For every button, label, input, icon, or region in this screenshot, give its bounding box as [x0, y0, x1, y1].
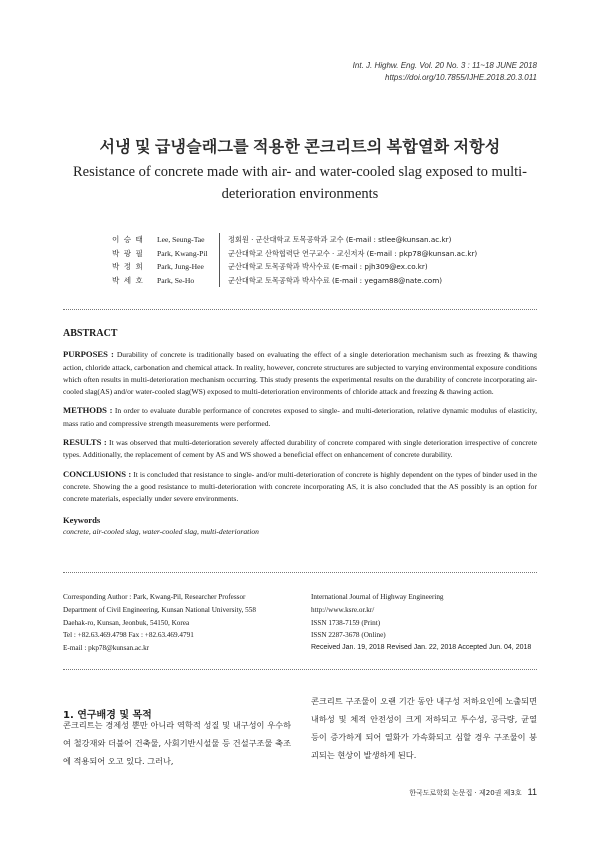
author-name-en: Park, Kwang-Pil [157, 248, 208, 258]
author-affiliation: 군산대학교 토목공학과 박사수료 (E-mail : yegam88@nate.com) [219, 274, 442, 288]
keywords-text: concrete, air-cooled slag, water-cooled slag, multi-deterioration [63, 526, 259, 536]
author-affiliation: 군산대학교 토목공학과 박사수료 (E-mail : pjh309@ex.co.kr) [219, 260, 428, 274]
author-name-ko: 박 광 필 [112, 248, 144, 258]
author-row [112, 247, 477, 261]
divider [63, 669, 537, 670]
author-name-ko: 이 승 태 [112, 235, 144, 244]
page-footer [409, 787, 537, 798]
results-label: RESULTS : [63, 437, 107, 448]
corr-line: Corresponding Author : Park, Kwang-Pil, Researcher Professor [63, 593, 246, 601]
page-number: 11 [527, 787, 537, 797]
divider [63, 572, 537, 573]
corr-line: Department of Civil Engineering, Kunsan National University, 558 [63, 605, 256, 614]
author-name-en: Lee, Seung-Tae [157, 235, 205, 244]
journal-name: International Journal of Highway Engineering [311, 593, 444, 601]
author-row [112, 274, 477, 288]
section-title: 1. 연구배경 및 목적 [63, 710, 152, 721]
abstract-purposes [63, 348, 537, 398]
author-row [112, 260, 477, 274]
journal-url[interactable]: http://www.ksre.or.kr/ [311, 605, 375, 614]
abstract-results [63, 436, 537, 462]
methods-label: METHODS : [63, 405, 113, 416]
issn-online: ISSN 2287-3678 (Online) [311, 631, 386, 640]
abstract-heading: ABSTRACT [63, 328, 118, 339]
author-name-en: Park, Jung-Hee [157, 262, 204, 271]
methods-text: In order to evaluate durable performance of concretes exposed to single- and multi-deterioration, relative dynamic modulus of elasticity, mass ratio and compressive strength measurements were performed. [63, 406, 537, 428]
results-text: It was observed that multi-deterioration severely affected durability of concrete compared with single deterioration irrespective of concrete types. Additionally, the replacement of cement by AS and WS showed a beneficial effect on enhancement of concrete durability. [63, 438, 538, 460]
corresponding-author [63, 591, 303, 655]
title-english: Resistance of concrete made with air- and water-cooled slag exposed to multi-deterioration environments [73, 164, 527, 202]
title-korean: 서냉 및 급냉슬래그를 적용한 콘크리트의 복합열화 저항성 [99, 139, 501, 156]
corr-line: Tel : +82.63.469.4798 Fax : +82.63.469.4791 [63, 631, 194, 640]
issn-print: ISSN 1738-7159 (Print) [311, 618, 381, 627]
body-column-right: 콘크리트 구조물이 오랜 기간 동안 내구성 저하요인에 노출되면 내하성 및 체적 안전성이 크게 저하되고 투수성, 공극량, 균열 등이 증가하게 되어 열화가 가속화되고 심할 경우 구조물이 붕괴되는 현상이 발생하게 된다. [311, 696, 537, 760]
author-name-ko: 박 세 호 [112, 275, 144, 285]
abstract-conclusions [63, 468, 537, 506]
conclusions-text: It is concluded that resistance to single- and/or multi-deterioration of concrete is highly dependent on the types of binder used in the concrete. Showing the a good resistance to multi-deterioration with concrete incorporating AS, it is also concluded that the AS possibly is an option for concrete materials, especially under severe environments. [63, 469, 537, 504]
author-name-ko: 박 정 희 [112, 262, 144, 271]
purposes-text: Durability of concrete is traditionally based on evaluating the effect of a single deterioration mechanism such as freezing & thawing action, chloride attack, carbonation and chemical attack. In reality, however, concrete structures are subjected to varying environmental exposure conditions which often results in multi-deterioration mechanism occurring. This study presents the experimental results on the durability of concrete incorporating air-cooled slag(AS) and/or water-cooled slag(WS) exposed to multi-deterioration environments of chloride attack and freezing & thawing action. [63, 350, 537, 397]
footer-journal: 한국도로학회 논문집 · 제20권 제3호 [409, 789, 522, 797]
keywords-heading: Keywords [63, 514, 101, 525]
corr-line: Daehak-ro, Kunsan, Jeonbuk, 54150, Korea [63, 618, 190, 627]
purposes-label: PURPOSES : [63, 349, 114, 360]
journal-citation: Int. J. Highw. Eng. Vol. 20 No. 3 : 11~18 JUNE 2018 [352, 61, 537, 70]
abstract-methods [63, 404, 537, 430]
author-affiliation: 정회원 · 군산대학교 토목공학과 교수 (E-mail : stlee@kunsan.ac.kr) [219, 233, 451, 247]
divider [63, 309, 537, 310]
journal-header [353, 60, 537, 84]
journal-info [311, 591, 541, 655]
corr-email: E-mail : pkp78@kunsan.ac.kr [63, 644, 150, 653]
author-list [112, 233, 477, 287]
received-dates: Received Jan. 19, 2018 Revised Jan. 22, 2018 Accepted Jun. 04, 2018 [311, 644, 532, 652]
conclusions-label: CONCLUSIONS : [63, 468, 132, 479]
author-name-en: Park, Se-Ho [157, 275, 195, 285]
body-column-left: 콘크리트는 경제성 뿐만 아니라 역학적 성질 및 내구성이 우수하여 철강재와 더불어 건축물, 사회기반시설물 등 건설구조물 축조에 적용되어 오고 있다. 그러나, [63, 720, 291, 766]
author-affiliation: 군산대학교 산학협력단 연구교수 · 교신저자 (E-mail : pkp78@kunsan.ac.kr) [219, 247, 477, 261]
abstract [63, 328, 537, 538]
author-row [112, 233, 477, 247]
doi-link[interactable]: https://doi.org/10.7855/IJHE.2018.20.3.011 [385, 73, 537, 82]
